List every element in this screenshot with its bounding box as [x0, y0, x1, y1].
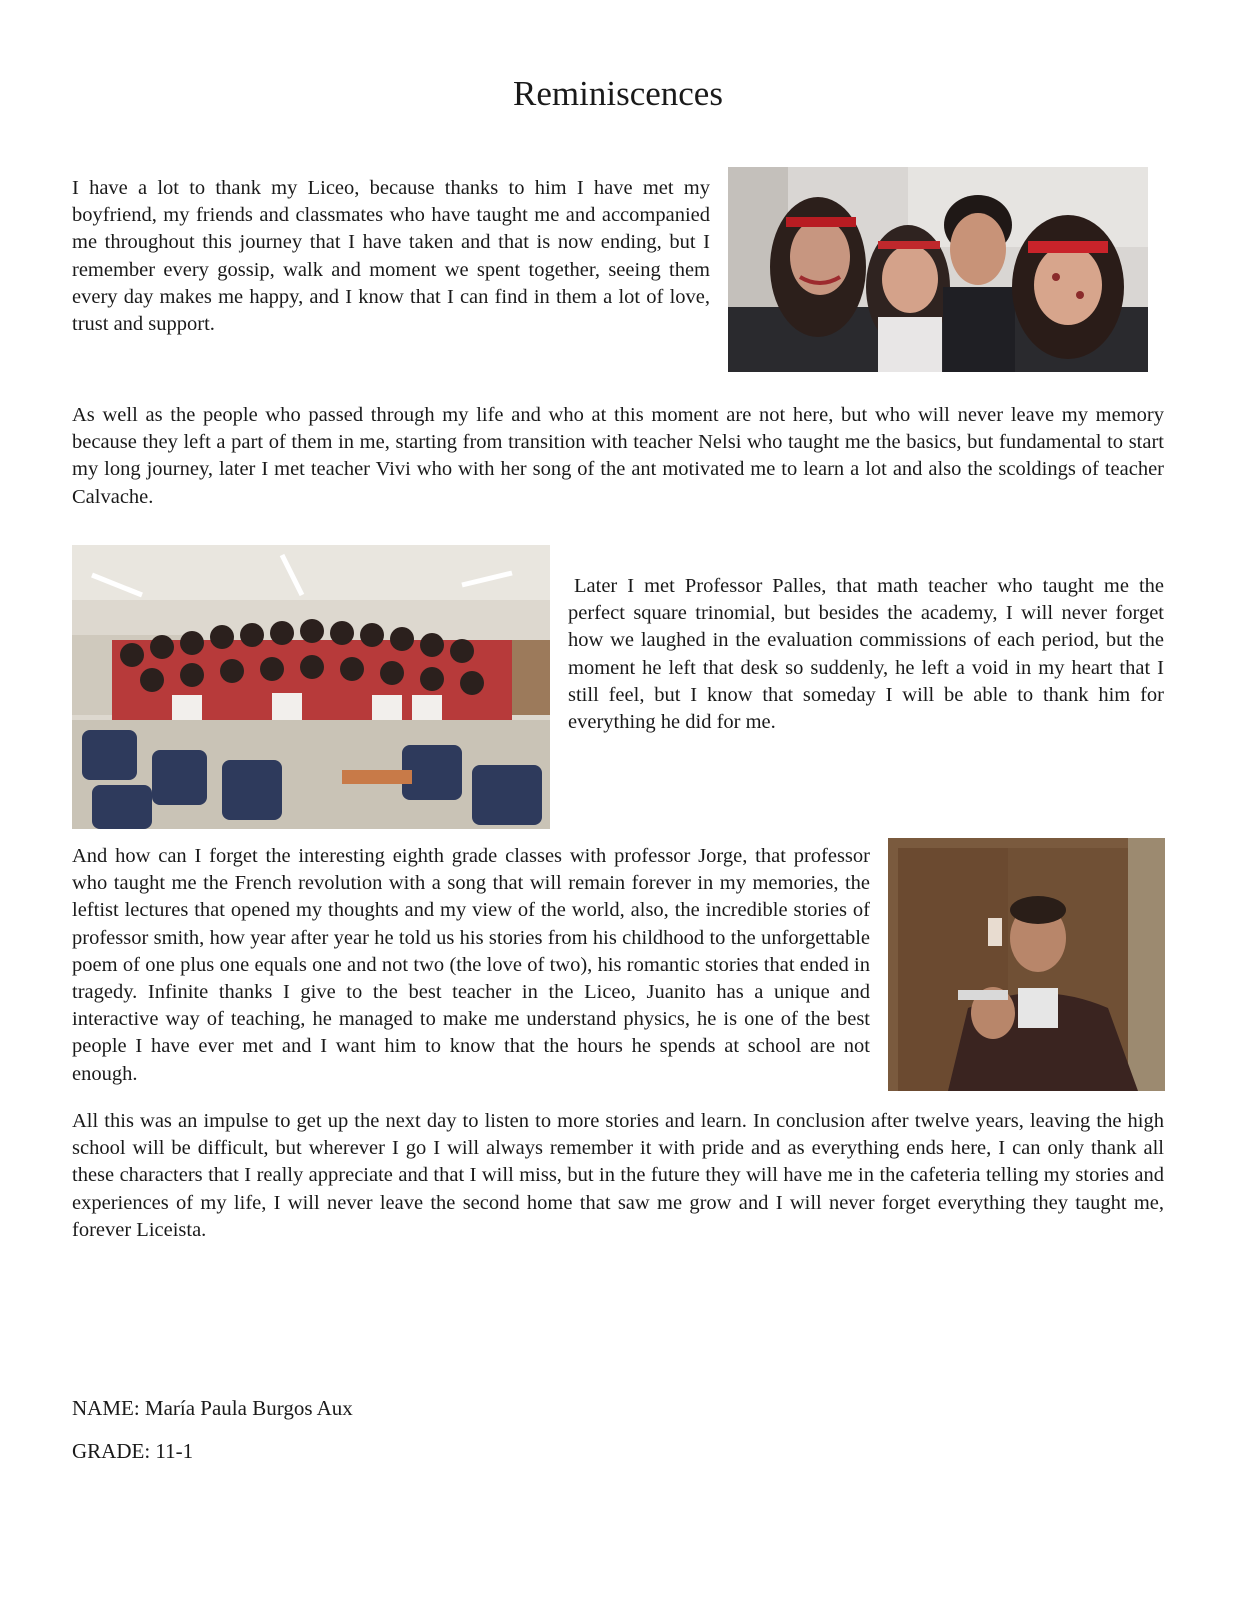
page-title: Reminiscences [513, 74, 723, 113]
paragraph-2: As well as the people who passed through my life and who at this moment are not here, but who will never leave my memory because they left a part of them in me, starting from transition with teacher Nelsi who taught me the basics, but fundamental to start my long journey, later I met teacher Vivi who with her song of the ant motivated me to learn a lot and also the scoldings of teacher Calvache. [72, 404, 1164, 508]
paragraph-5: All this was an impulse to get up the next day to listen to more stories and learn. In conclusion after twelve years, leaving the high school will be difficult, but wherever I go I will always remember it with pride and as everything ends here, I can only thank all these characters that I really appreciate and that I will miss, but in the future they will have me in the cafeteria telling my stories and experiences of my life, I will never leave the second home that saw me grow and I will never forget everything they taught me, forever Liceista. [72, 1110, 1164, 1241]
student-name: NAME: María Paula Burgos Aux [72, 1396, 353, 1420]
student-grade: GRADE: 11-1 [72, 1439, 194, 1463]
friends-photo [728, 167, 1148, 372]
paragraph-1: I have a lot to thank my Liceo, because thanks to him I have met my boyfriend, my friends and classmates who have taught me and accompanied me throughout this journey that I have taken and that is now ending, but I remember every gossip, walk and moment we spent together, seeing them every day makes me happy, and I know that I can find in them a lot of love, trust and support. [72, 177, 710, 336]
class-group-photo [72, 545, 550, 829]
teacher-photo [888, 838, 1165, 1091]
paragraph-4: And how can I forget the interesting eighth grade classes with professor Jorge, that professor who taught me the French revolution with a song that will remain forever in my memories, the leftist lectures that opened my thoughts and my view of the world, also, the incredible stories of professor smith, how year after year he told us his stories from his childhood to the unforgettable poem of one plus one equals one and not two (the love of two), his romantic stories that ended in tragedy. Infinite thanks I give to the best teacher in the Liceo, Juanito has a unique and interactive way of teaching, he managed to make me understand physics, he is one of the best people I have ever met and I want him to know that the hours he spends at school are not enough. [72, 845, 870, 1085]
paragraph-3: Later I met Professor Palles, that math teacher who taught me the perfect square trinomial, but besides the academy, I will never forget how we laughed in the evaluation commissions of each period, but the moment he left that desk so suddenly, he left a void in my heart that I still feel, but I know that someday I will be able to thank him for everything he did for me. [568, 575, 1164, 734]
